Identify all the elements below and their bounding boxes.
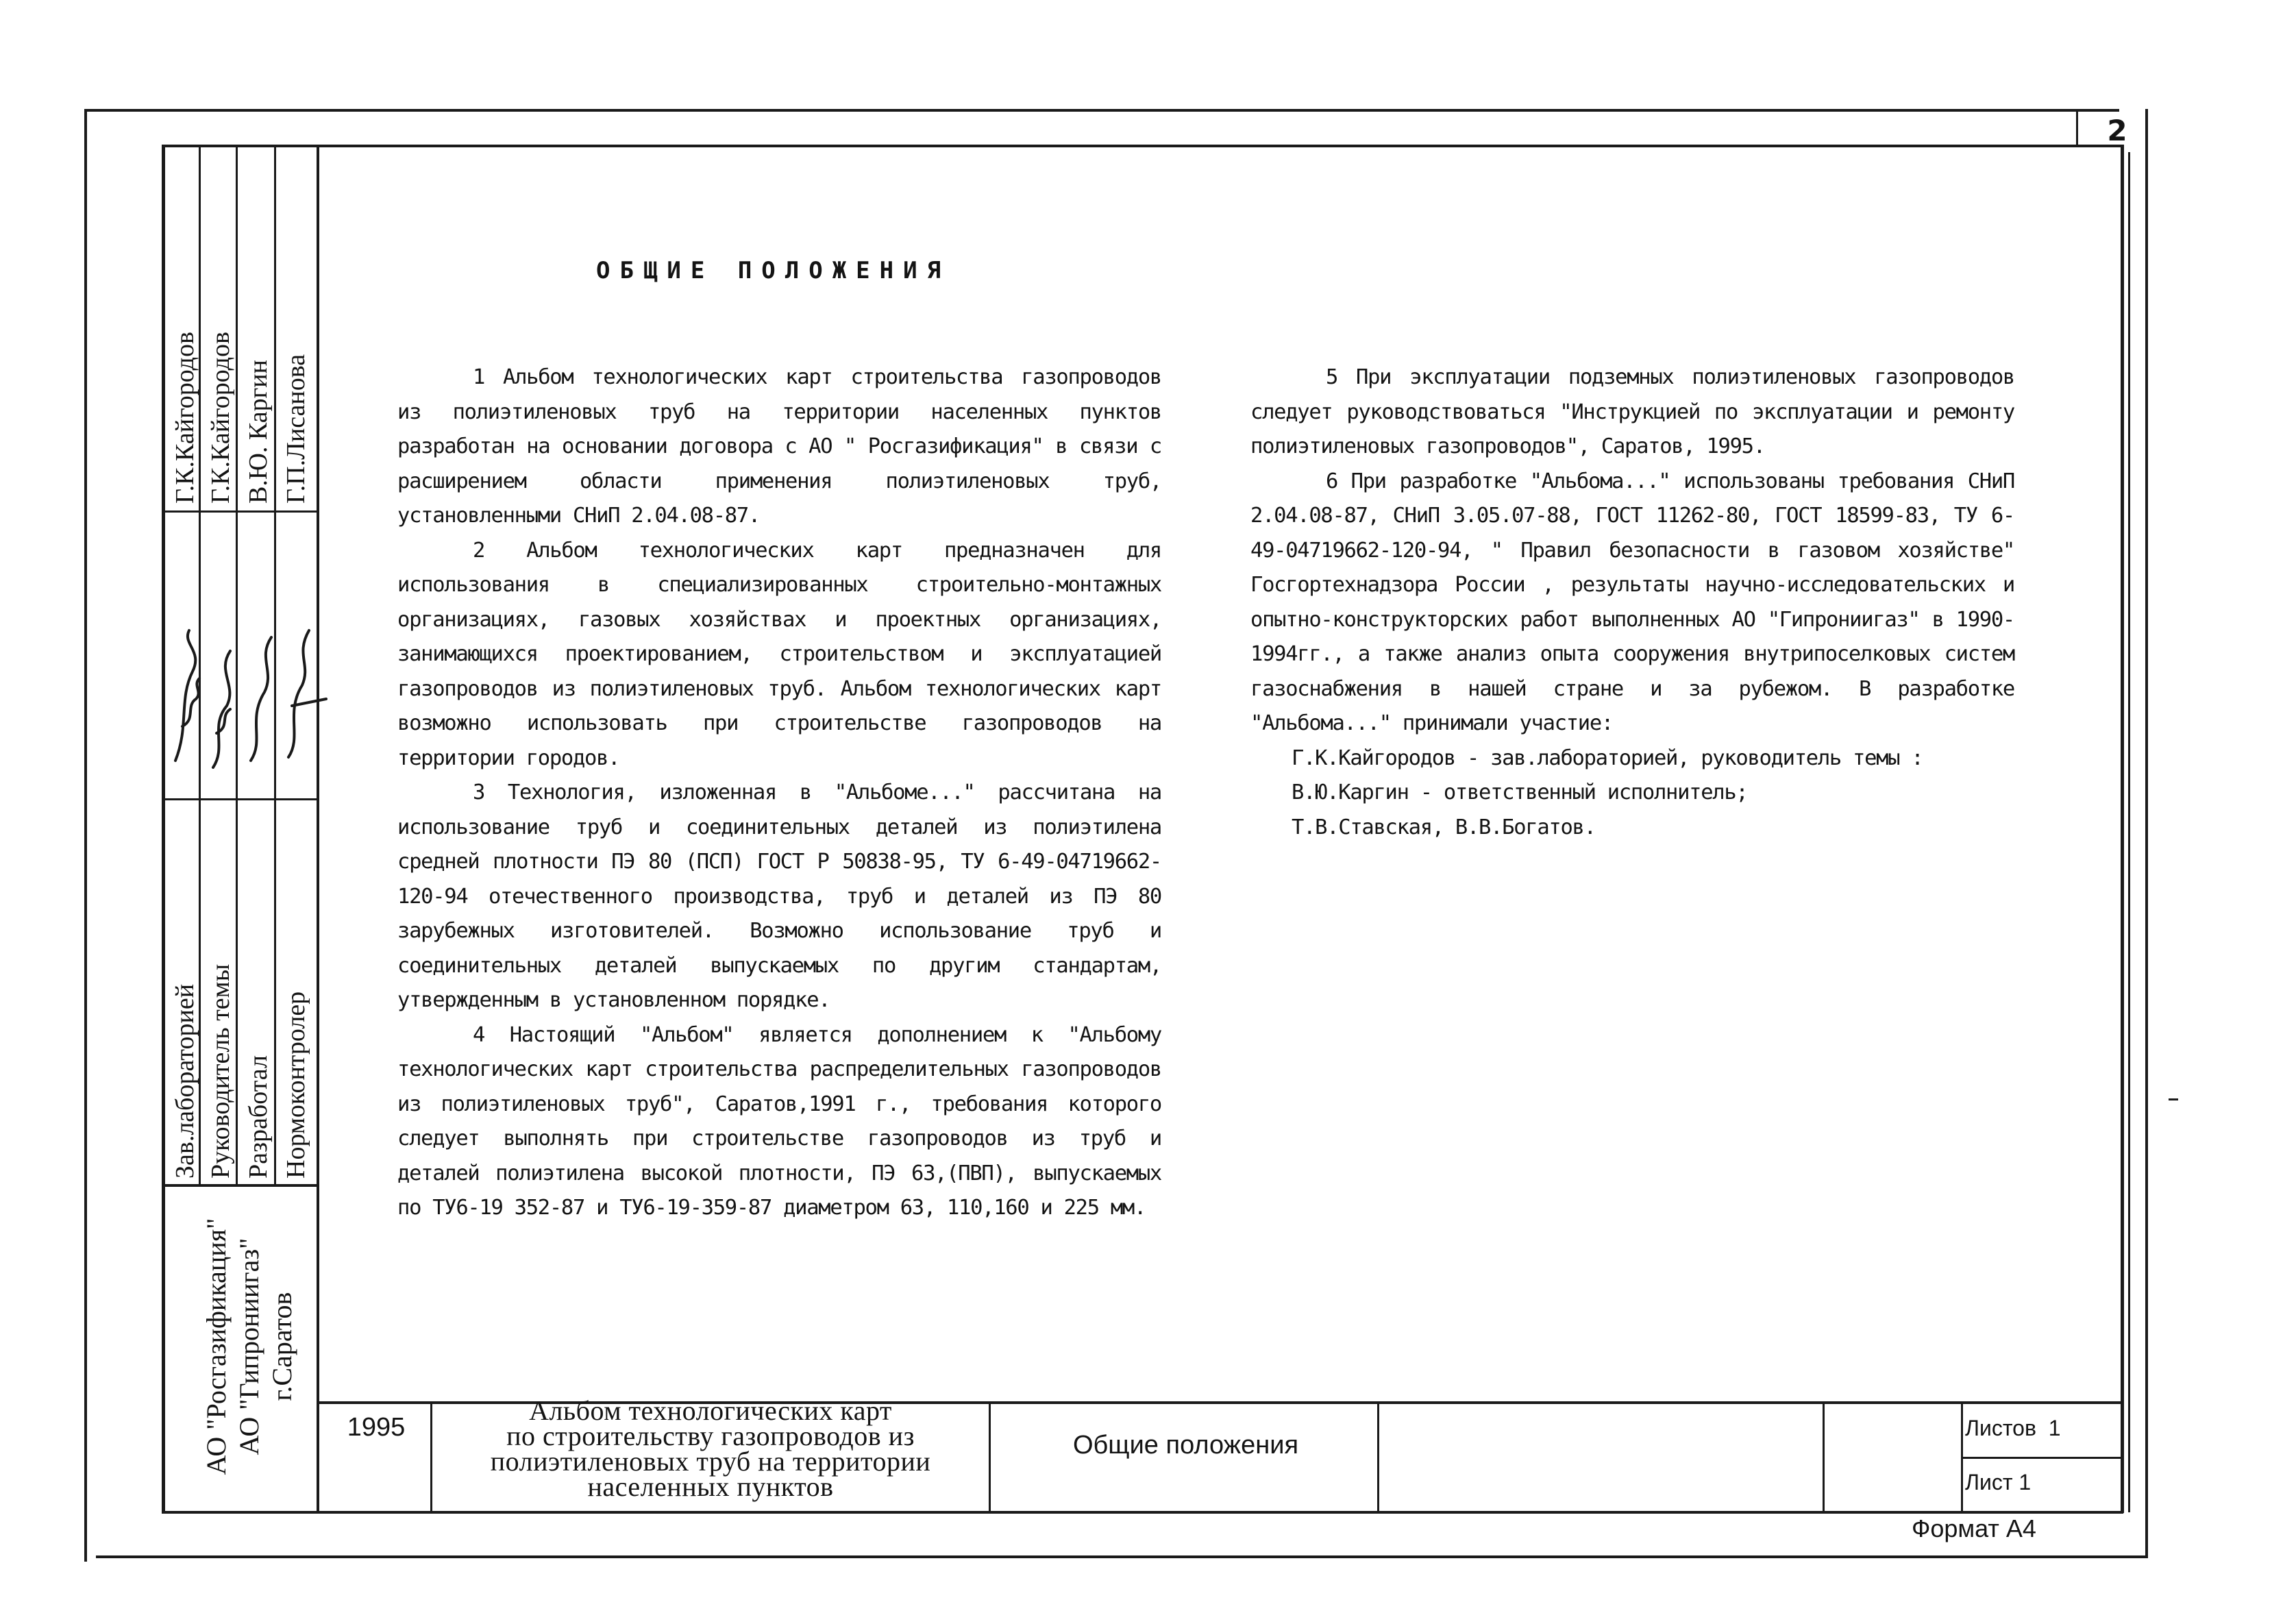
title-block-year: 1995: [347, 1413, 406, 1442]
album-line-1: Альбом технологических карт: [529, 1395, 892, 1426]
participant-2: В.Ю.Каргин - ответственный исполнитель;: [1292, 780, 1748, 804]
album-line-3: полиэтиленовых труб на территории: [490, 1446, 931, 1477]
paragraph-6: 6 При разработке "Альбома..." использованы требования СНиП 2.04.08-87, СНиП 3.05.07-88, ГОСТ 11262-80, ГОСТ 18599-83, ТУ 6-49-04719662-120-94, " Правил безопасности в газовом хозяйстве" Госгортехнадзора России , результаты научно-исследовательских и опытно-конструкторских работ выполненных АО "Гипрониигаз" в 1990-1994гг., а также анализ опыта сооружения внутрипоселковых систем газоснабжения в нашей стране и за рубежом. В разработке "Альбома..." принимали участие:: [1250, 469, 2014, 735]
stamp-role-head: Зав.лабораторией: [171, 983, 199, 1179]
title-block-sheets: [1965, 1416, 2130, 1441]
album-line-2: по строительству газопроводов из: [506, 1420, 915, 1451]
sheet-value: 1: [2019, 1470, 2032, 1494]
sheets-label: Листов: [1965, 1416, 2036, 1440]
right-column: [1250, 360, 2014, 845]
signatures: [162, 589, 333, 809]
sheet-number: 2: [2107, 114, 2127, 147]
stamp-role-checker: Нормоконтролер: [282, 991, 310, 1179]
stamp-name-author: В.Ю. Каргин: [244, 360, 273, 504]
paragraph-4: 4 Настоящий "Альбом" является дополнением к "Альбому технологических карт строительства распределительных газопроводов из полиэтиленовых труб", Саратов,1991 г., требования которого следует выполнять при строительстве газопроводов из труб и деталей полиэтилена высокой плотности, ПЭ 63,(ПВП), выпускаемых по ТУ6-19 352-87 и ТУ6-19-359-87 диаметром 63, 110,160 и 225 мм.: [397, 1022, 1161, 1220]
participant-1: Г.К.Кайгородов - зав.лабораторией, руководитель темы :: [1292, 746, 1923, 770]
title-block-section: Общие положения: [1072, 1431, 1299, 1460]
stamp-role-author: Разработал: [244, 1055, 273, 1179]
org-line-1: АО "Росгазификация": [201, 1218, 232, 1475]
page-heading: ОБЩИЕ ПОЛОЖЕНИЯ: [596, 257, 951, 284]
paragraph-2: 2 Альбом технологических карт предназначен для использования в специализированных строительно-монтажных организациях, газовых хозяйствах и проектных организациях, занимающихся проектированием, строительством и эксплуатацией газопроводов из полиэтиленовых труб. Альбом технологических карт возможно использовать при строительстве газопроводов на территории городов.: [397, 538, 1161, 770]
sheet-label: Лист: [1965, 1470, 2013, 1494]
stamp-name-lead: Г.К.Кайгородов: [206, 332, 235, 504]
participant-3: Т.В.Ставская, В.В.Богатов.: [1292, 815, 1596, 839]
stamp-name-head: Г.К.Кайгородов: [171, 332, 199, 504]
title-block-album: [433, 1395, 988, 1502]
stamp-name-checker: Г.П.Лисанова: [282, 354, 310, 504]
left-column: [397, 360, 1161, 1226]
org-line-3: г.Саратов: [267, 1292, 297, 1401]
org-line-2: АО "Гипрониигаз": [234, 1238, 264, 1455]
format-label: Формат А4: [1912, 1514, 2036, 1542]
paragraph-1: 1 Альбом технологических карт строительства газопроводов из полиэтиленовых труб на территории населенных пунктов разработан на основании договора с АО " Росгазификация" в связи с расширением области применения полиэтиленовых труб, установленными СНиП 2.04.08-87.: [397, 365, 1161, 528]
paragraph-3: 3 Технология, изложенная в "Альбоме..." рассчитана на использование труб и соединительных деталей из полиэтилена средней плотности ПЭ 80 (ПСП) ГОСТ Р 50838-95, ТУ 6-49-04719662-120-94 отечественного производства, труб и деталей из ПЭ 80 зарубежных изготовителей. Возможно использование труб и соединительных деталей выпускаемых по другим стандартам, утвержденным в установленном порядке.: [397, 780, 1161, 1012]
paragraph-5: 5 При эксплуатации подземных полиэтиленовых газопроводов следует руководствоваться "Инструкцией по эксплуатации и ремонту полиэтиленовых газопроводов", Саратов, 1995.: [1250, 365, 2014, 458]
title-block-sheet: [1965, 1470, 2130, 1495]
album-line-4: населенных пунктов: [587, 1471, 834, 1502]
sheets-value: 1: [2048, 1416, 2061, 1440]
stamp-role-lead: Руководитель темы: [206, 963, 235, 1179]
